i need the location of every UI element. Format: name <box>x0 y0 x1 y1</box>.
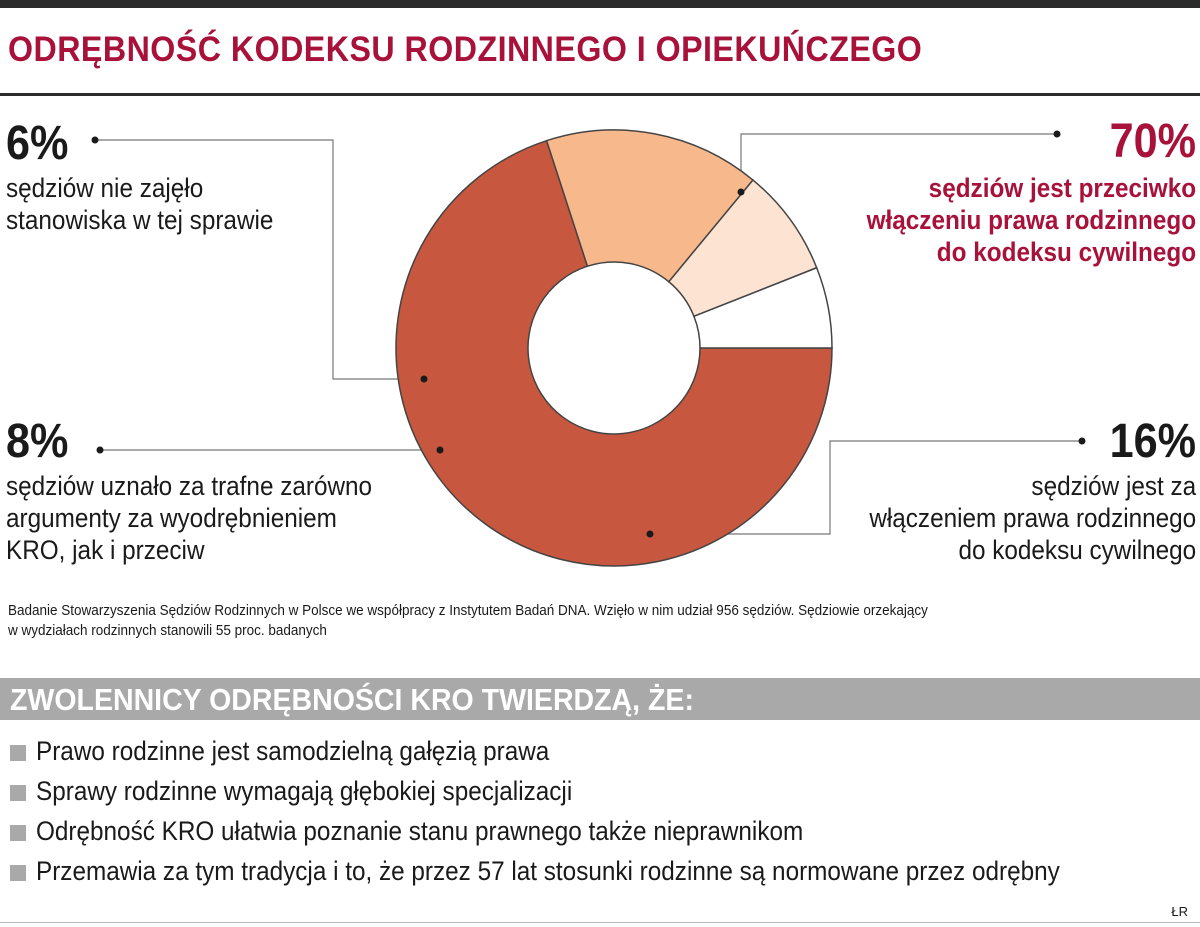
list-item-text: Sprawy rodzinne wymagają głębokiej specjalizacji <box>36 776 573 806</box>
slice-label-8: 8% <box>6 415 69 468</box>
slice-desc-8-line-2: argumenty za wyodrębnieniem <box>6 503 337 533</box>
square-bullet-icon <box>10 825 26 841</box>
leader-dot-8-label <box>97 447 104 454</box>
slice-desc-70-line-1: sędziów jest przeciwko <box>928 173 1196 203</box>
list-item-text: Odrębność KRO ułatwia poznanie stanu prawnego także nieprawnikom <box>36 816 804 846</box>
bottom-rule <box>0 922 1200 923</box>
slice-desc-16-line-2: włączeniem prawa rodzinnego <box>869 503 1196 533</box>
slice-desc-8 <box>6 470 372 566</box>
list-item-text: Przemawia za tym tradycja i to, że przez 57 lat stosunki rodzinne są normowane przez odrębny <box>36 856 1060 886</box>
slice-desc-16-line-1: sędziów jest za <box>1031 471 1196 501</box>
slice-desc-6-line-1: sędziów nie zajęło <box>6 173 204 203</box>
leader-dot-8-slice <box>437 447 444 454</box>
leader-dot-6-slice <box>421 376 428 383</box>
list-item-text: Prawo rodzinne jest samodzielną gałęzią prawa <box>36 736 550 766</box>
leader-dot-70-slice <box>738 189 745 196</box>
leader-dot-16-label <box>1079 438 1086 445</box>
donut-slices <box>396 130 832 566</box>
square-bullet-icon <box>10 785 26 801</box>
section-band <box>0 678 1200 720</box>
slice-label-16: 16% <box>1109 415 1196 468</box>
slice-desc-8-line-3: KRO, jak i przeciw <box>6 535 205 565</box>
leader-dot-16-slice <box>647 531 654 538</box>
author-credit: ŁR <box>1171 904 1188 919</box>
slice-desc-70-line-3: do kodeksu cywilnego <box>936 237 1196 267</box>
section-heading: ZWOLENNICY ODRĘBNOŚCI KRO TWIERDZĄ, ŻE: <box>10 682 694 717</box>
square-bullet-icon <box>10 745 26 761</box>
survey-note-line-2: w wydziałach rodzinnych stanowili 55 proc. badanych <box>8 622 327 639</box>
slice-desc-70-line-2: włączeniu prawa rodzinnego <box>866 205 1196 235</box>
top-border <box>0 0 1200 8</box>
slice-desc-8-line-1: sędziów uznało za trafne zarówno <box>6 471 373 501</box>
slice-desc-16 <box>869 470 1196 566</box>
slice-desc-6-line-2: stanowiska w tej sprawie <box>6 205 274 235</box>
slice-label-70: 70% <box>1109 115 1196 168</box>
slice-desc-70 <box>867 172 1196 268</box>
leader-dot-70-label <box>1054 131 1061 138</box>
slice-label-6: 6% <box>6 117 69 170</box>
slice-desc-6 <box>6 172 273 236</box>
page-title: ODRĘBNOŚĆ KODEKSU RODZINNEGO I OPIEKUŃCZEGO <box>8 30 923 69</box>
slice-desc-16-line-3: do kodeksu cywilnego <box>958 535 1196 565</box>
survey-note <box>8 601 928 641</box>
survey-note-line-1: Badanie Stowarzyszenia Sędziów Rodzinnych w Polsce we współpracy z Instytutem Badań DNA. Wzięło w nim udział 956 sędziów. Sędziowie orzekający <box>8 602 928 619</box>
square-bullet-icon <box>10 865 26 881</box>
leader-dot-6-label <box>92 137 99 144</box>
